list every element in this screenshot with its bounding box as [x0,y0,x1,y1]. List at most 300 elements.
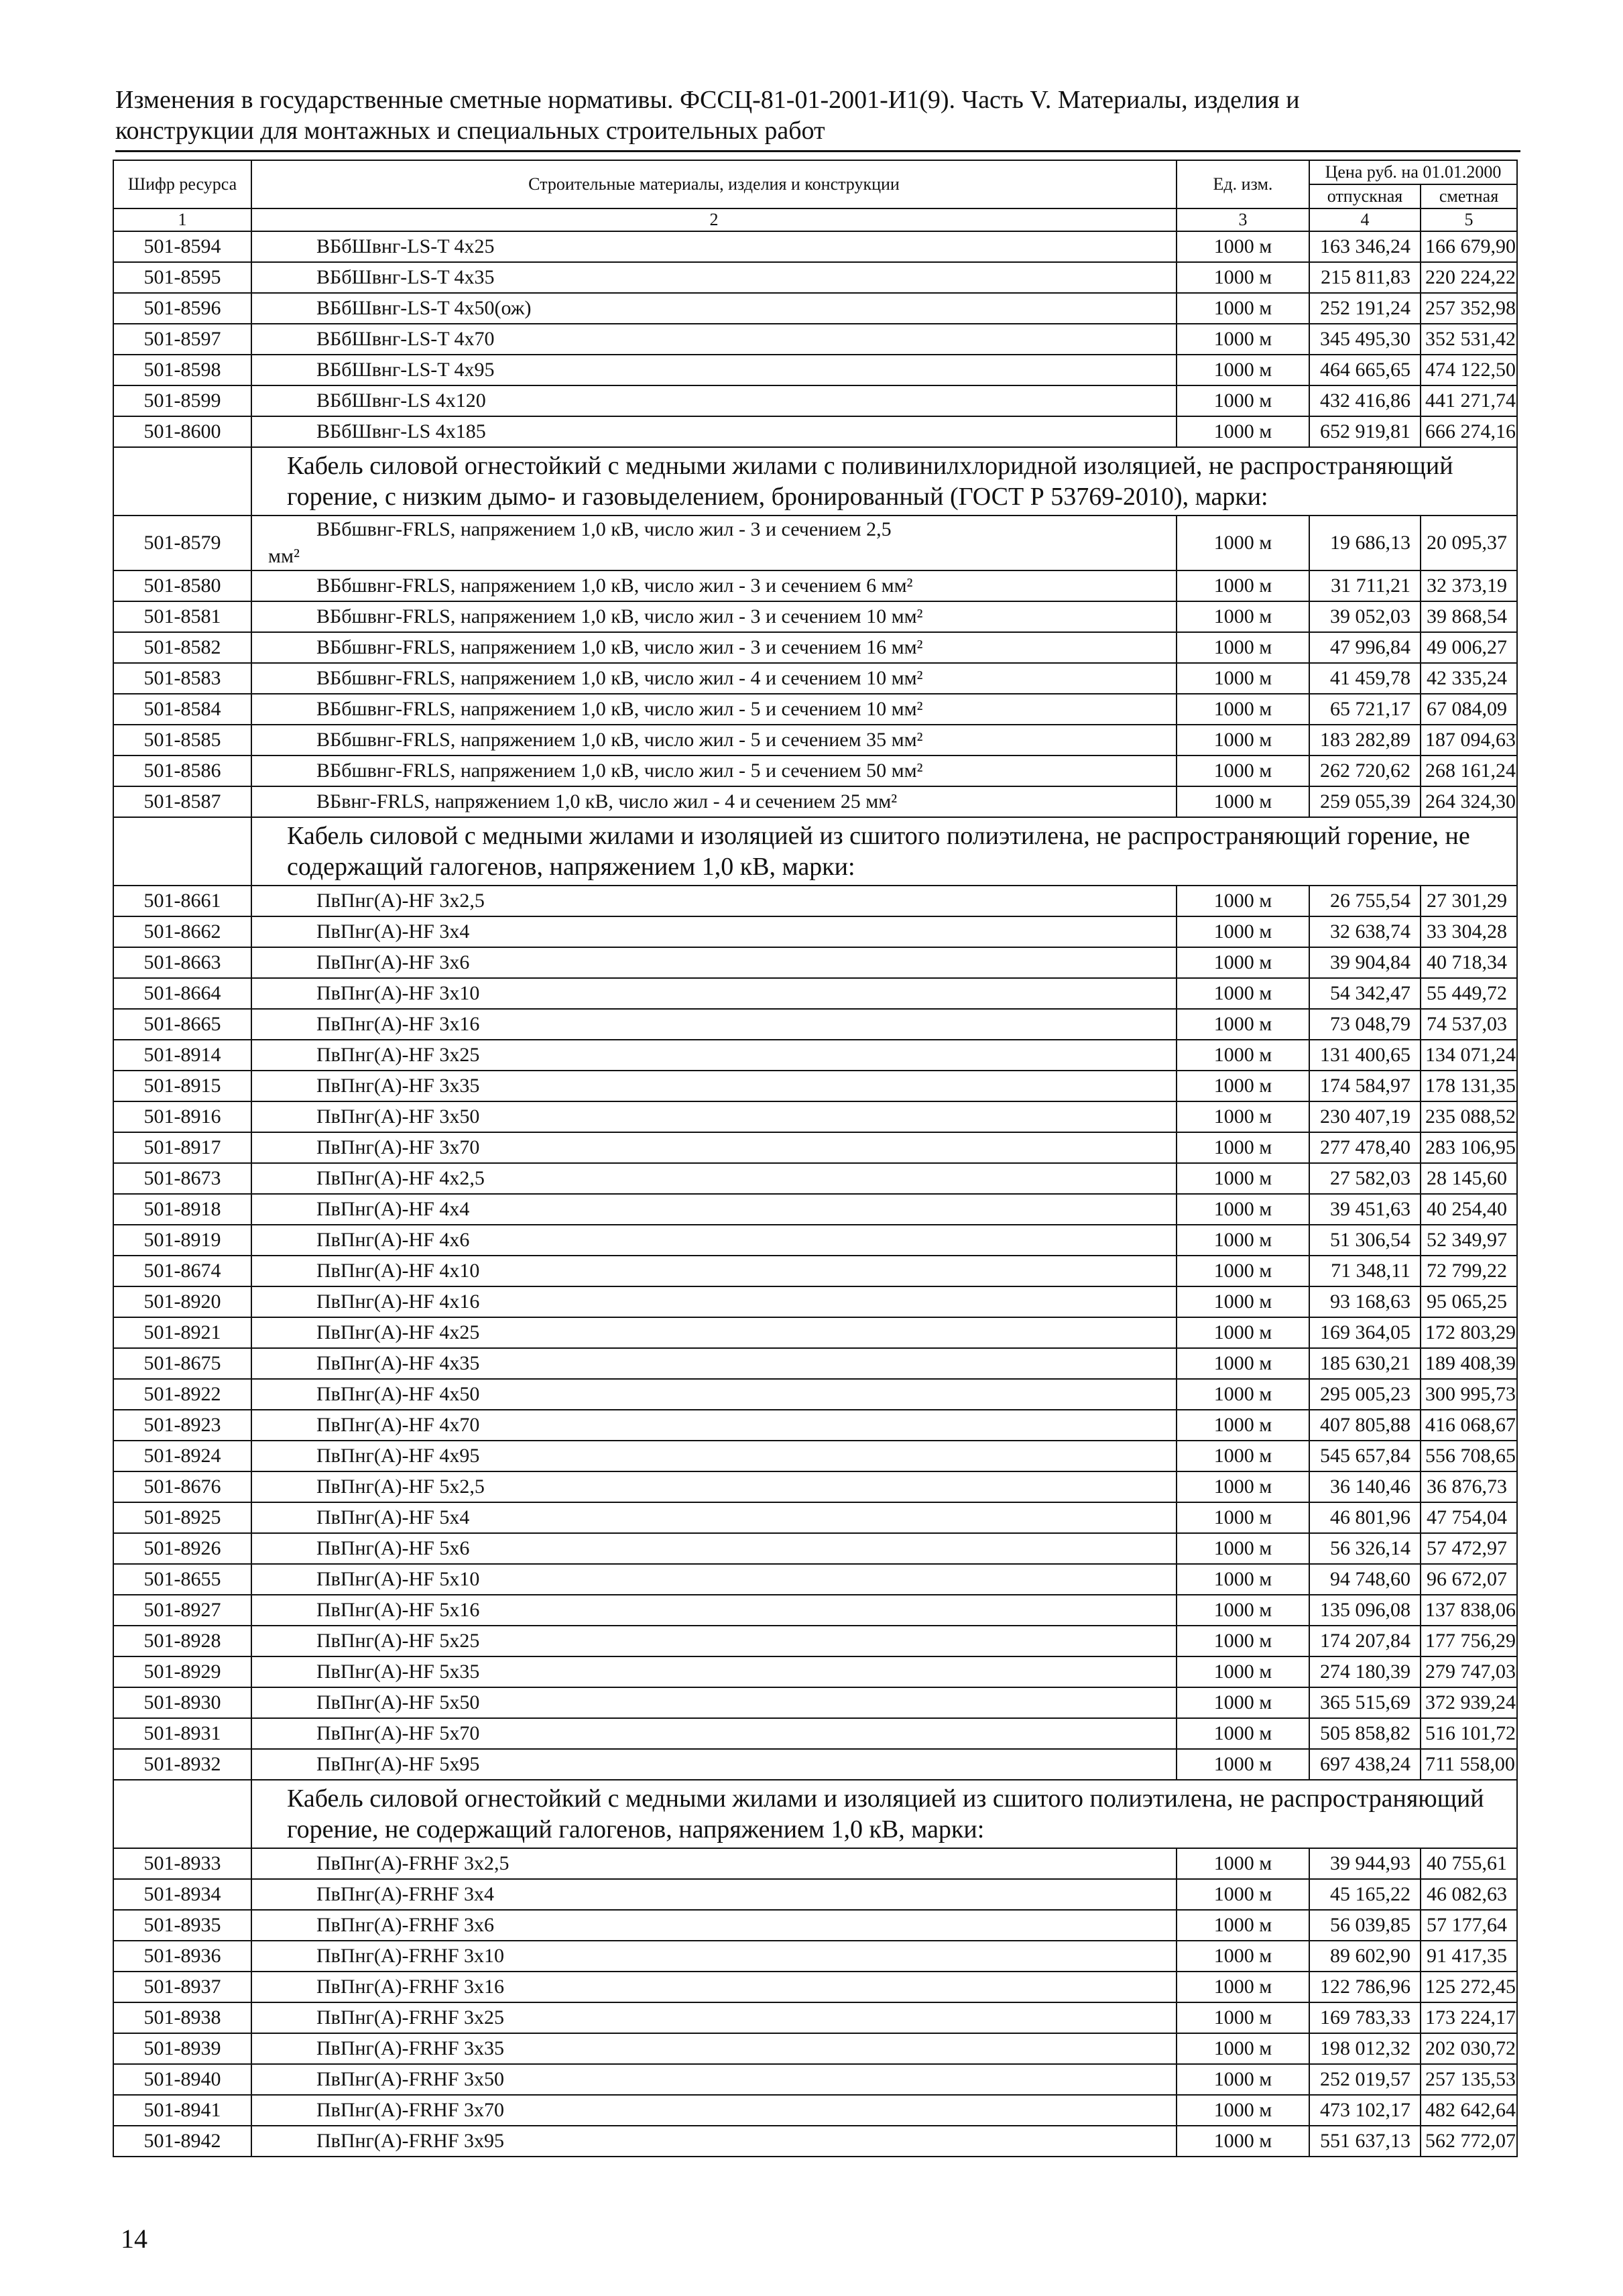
price-estimate: 74 537,03 [1421,1009,1517,1040]
unit: 1000 м [1177,1379,1309,1410]
price-retail: 259 055,39 [1309,786,1421,817]
material-name: ПвПнг(А)-HF 3x4 [251,916,1177,947]
col-header-name: Строительные материалы, изделия и конструкции [251,160,1177,208]
table-row [113,1687,1517,1718]
price-estimate: 177 756,29 [1421,1626,1517,1656]
price-retail: 174 207,84 [1309,1626,1421,1656]
price-estimate: 264 324,30 [1421,786,1517,817]
table-row [113,1132,1517,1163]
unit: 1000 м [1177,1256,1309,1286]
resource-code: 501-8582 [113,632,251,663]
price-retail: 652 919,81 [1309,416,1421,447]
table-row [113,293,1517,324]
price-retail: 215 811,83 [1309,262,1421,293]
resource-code: 501-8928 [113,1626,251,1656]
col-header-price-retail: отпускная [1309,184,1421,208]
section-heading: Кабель силовой огнестойкий с медными жилами и изоляцией из сшитого полиэтилена, не распространяющий горение, не содержащий галогенов, напряжением 1,0 кВ, марки: [251,1780,1517,1848]
resource-code: 501-8598 [113,355,251,385]
header-line-1: Изменения в государственные сметные нормативы. ФССЦ-81-01-2001-И1(9). Часть V. Материалы, изделия и [115,86,1300,114]
unit: 1000 м [1177,1533,1309,1564]
unit: 1000 м [1177,1132,1309,1163]
col-header-unit: Ед. изм. [1177,160,1309,208]
material-name: ВБбшвнг-FRLS, напряжением 1,0 кВ, число жил - 5 и сечением 35 мм² [251,725,1177,756]
resource-code: 501-8935 [113,1910,251,1941]
resource-code: 501-8655 [113,1564,251,1595]
price-estimate: 57 472,97 [1421,1533,1517,1564]
price-retail: 131 400,65 [1309,1040,1421,1071]
material-name-line-1: ВБбшвнг-FRLS, напряжением 1,0 кВ, число жил - 3 и сечением 2,5 [316,518,892,540]
material-name: ПвПнг(А)-HF 3x10 [251,978,1177,1009]
material-name: ПвПнг(А)-HF 4x25 [251,1317,1177,1348]
material-name: ПвПнг(А)-HF 5x16 [251,1595,1177,1626]
price-estimate: 257 352,98 [1421,293,1517,324]
resource-code: 501-8662 [113,916,251,947]
price-retail: 473 102,17 [1309,2095,1421,2126]
price-retail: 169 364,05 [1309,1317,1421,1348]
price-retail: 39 052,03 [1309,601,1421,632]
unit: 1000 м [1177,1009,1309,1040]
price-estimate: 36 876,73 [1421,1471,1517,1502]
material-name: ПвПнг(А)-HF 4x70 [251,1410,1177,1441]
price-estimate: 202 030,72 [1421,2033,1517,2064]
unit: 1000 м [1177,2095,1309,2126]
unit: 1000 м [1177,1749,1309,1780]
unit: 1000 м [1177,978,1309,1009]
table-row [113,2002,1517,2033]
resource-code: 501-8917 [113,1132,251,1163]
unit: 1000 м [1177,1441,1309,1471]
section-1 [113,447,1517,570]
price-retail: 407 805,88 [1309,1410,1421,1441]
price-estimate: 268 161,24 [1421,756,1517,786]
price-retail: 551 637,13 [1309,2126,1421,2157]
table-row [113,1910,1517,1941]
unit: 1000 м [1177,663,1309,694]
price-retail: 345 495,30 [1309,324,1421,355]
resource-code: 501-8585 [113,725,251,756]
resource-code: 501-8939 [113,2033,251,2064]
price-estimate: 67 084,09 [1421,694,1517,725]
unit: 1000 м [1177,1071,1309,1101]
unit: 1000 м [1177,262,1309,293]
price-retail: 46 801,96 [1309,1502,1421,1533]
resource-code: 501-8929 [113,1656,251,1687]
material-name: ПвПнг(А)-HF 5x25 [251,1626,1177,1656]
price-retail: 122 786,96 [1309,1972,1421,2002]
material-name: ПвПнг(А)-HF 3x6 [251,947,1177,978]
table-row [113,1163,1517,1194]
unit: 1000 м [1177,916,1309,947]
resource-code: 501-8579 [113,516,251,570]
material-name: ВБбШвнг-LS 4x120 [251,385,1177,416]
price-retail: 26 755,54 [1309,886,1421,916]
unit: 1000 м [1177,1626,1309,1656]
price-estimate: 279 747,03 [1421,1656,1517,1687]
resource-code: 501-8596 [113,293,251,324]
price-estimate: 516 101,72 [1421,1718,1517,1749]
price-estimate: 28 145,60 [1421,1163,1517,1194]
resource-code: 501-8931 [113,1718,251,1749]
price-retail: 277 478,40 [1309,1132,1421,1163]
table-row [113,416,1517,447]
resource-code: 501-8936 [113,1941,251,1972]
unit: 1000 м [1177,886,1309,916]
header-line-2: конструкции для монтажных и специальных строительных работ [115,117,825,145]
unit: 1000 м [1177,1410,1309,1441]
material-name: ПвПнг(А)-HF 5x10 [251,1564,1177,1595]
unit: 1000 м [1177,1163,1309,1194]
material-name: ПвПнг(А)-HF 3x25 [251,1040,1177,1071]
material-name: ПвПнг(А)-HF 4x4 [251,1194,1177,1225]
price-retail: 697 438,24 [1309,1749,1421,1780]
table-row [113,1317,1517,1348]
material-name: ПвПнг(А)-FRHF 3x6 [251,1910,1177,1941]
table-row [113,1941,1517,1972]
table-row [113,262,1517,293]
material-name: ПвПнг(А)-HF 3x50 [251,1101,1177,1132]
resource-code: 501-8581 [113,601,251,632]
price-estimate: 187 094,63 [1421,725,1517,756]
price-retail: 73 048,79 [1309,1009,1421,1040]
table-row [113,231,1517,262]
unit: 1000 м [1177,1194,1309,1225]
table-row [113,1972,1517,2002]
price-retail: 32 638,74 [1309,916,1421,947]
price-estimate: 166 679,90 [1421,231,1517,262]
unit: 1000 м [1177,1348,1309,1379]
price-retail: 39 451,63 [1309,1194,1421,1225]
resource-code: 501-8922 [113,1379,251,1410]
price-retail: 365 515,69 [1309,1687,1421,1718]
price-estimate: 55 449,72 [1421,978,1517,1009]
unit: 1000 м [1177,1286,1309,1317]
price-estimate: 40 755,61 [1421,1848,1517,1879]
unit: 1000 м [1177,786,1309,817]
table-row [113,1471,1517,1502]
price-retail: 19 686,13 [1309,516,1421,570]
resource-code: 501-8583 [113,663,251,694]
table-row [113,2033,1517,2064]
price-retail: 39 944,93 [1309,1848,1421,1879]
unit: 1000 м [1177,1595,1309,1626]
resource-code: 501-8664 [113,978,251,1009]
price-retail: 230 407,19 [1309,1101,1421,1132]
resource-code: 501-8584 [113,694,251,725]
unit: 1000 м [1177,385,1309,416]
material-name: ПвПнг(А)-HF 4x10 [251,1256,1177,1286]
price-table [113,160,1518,2157]
section-heading: Кабель силовой огнестойкий с медными жилами с поливинилхлоридной изоляцией, не распространяющий горение, с низким дымо- и газовыделением, бронированный (ГОСТ Р 53769-2010), марки: [251,447,1517,516]
table-row [113,1441,1517,1471]
resource-code: 501-8920 [113,1286,251,1317]
price-estimate: 42 335,24 [1421,663,1517,694]
price-retail: 39 904,84 [1309,947,1421,978]
material-name: ВБбШвнг-LS-T 4x25 [251,231,1177,262]
price-retail: 252 019,57 [1309,2064,1421,2095]
section-2 [113,817,1517,886]
unit: 1000 м [1177,516,1309,570]
price-estimate: 96 672,07 [1421,1564,1517,1595]
material-name: ВБбшвнг-FRLS, напряжением 1,0 кВ, число жил - 3 и сечением 6 мм² [251,570,1177,601]
unit: 1000 м [1177,1972,1309,2002]
unit: 1000 м [1177,1941,1309,1972]
price-retail: 93 168,63 [1309,1286,1421,1317]
resource-code: 501-8941 [113,2095,251,2126]
price-retail: 51 306,54 [1309,1225,1421,1256]
material-name: ВБбшвнг-FRLS, напряжением 1,0 кВ, число жил - 5 и сечением 50 мм² [251,756,1177,786]
resource-code: 501-8665 [113,1009,251,1040]
price-estimate: 49 006,27 [1421,632,1517,663]
unit: 1000 м [1177,1879,1309,1910]
material-name [251,516,1177,570]
resource-code: 501-8580 [113,570,251,601]
material-name-line-2: мм² [268,545,300,567]
price-retail: 54 342,47 [1309,978,1421,1009]
col-number: 4 [1309,208,1421,231]
material-name: ВБбШвнг-LS-T 4x95 [251,355,1177,385]
material-name: ПвПнг(А)-HF 4x2,5 [251,1163,1177,1194]
table-row [113,1533,1517,1564]
table-row [113,1718,1517,1749]
price-retail: 183 282,89 [1309,725,1421,756]
page-number: 14 [121,2224,147,2254]
resource-code: 501-8923 [113,1410,251,1441]
resource-code: 501-8673 [113,1163,251,1194]
table-row [113,632,1517,663]
price-retail: 464 665,65 [1309,355,1421,385]
unit: 1000 м [1177,694,1309,725]
unit: 1000 м [1177,2033,1309,2064]
price-retail: 31 711,21 [1309,570,1421,601]
table-row [113,886,1517,916]
price-estimate: 172 803,29 [1421,1317,1517,1348]
material-name: ПвПнг(А)-HF 4x95 [251,1441,1177,1471]
unit: 1000 м [1177,2126,1309,2157]
price-retail: 295 005,23 [1309,1379,1421,1410]
price-estimate: 474 122,50 [1421,355,1517,385]
material-name: ПвПнг(А)-HF 5x6 [251,1533,1177,1564]
price-retail: 89 602,90 [1309,1941,1421,1972]
unit: 1000 м [1177,293,1309,324]
material-name: ПвПнг(А)-HF 3x2,5 [251,886,1177,916]
price-estimate: 220 224,22 [1421,262,1517,293]
document-header [115,84,1520,146]
material-name: ВБбШвнг-LS-T 4x35 [251,262,1177,293]
table-row [113,694,1517,725]
price-retail: 47 996,84 [1309,632,1421,663]
material-name: ВБбШвнг-LS 4x185 [251,416,1177,447]
table-row [113,978,1517,1009]
material-name: ВБбшвнг-FRLS, напряжением 1,0 кВ, число жил - 3 и сечением 16 мм² [251,632,1177,663]
price-estimate: 372 939,24 [1421,1687,1517,1718]
table-row [113,1286,1517,1317]
price-estimate: 40 254,40 [1421,1194,1517,1225]
unit: 1000 м [1177,1718,1309,1749]
table-row [113,1879,1517,1910]
table-row [113,1101,1517,1132]
table-row [113,725,1517,756]
unit: 1000 м [1177,1656,1309,1687]
section-heading-row [113,1780,1517,1848]
price-retail: 432 416,86 [1309,385,1421,416]
unit: 1000 м [1177,1848,1309,1879]
price-estimate: 27 301,29 [1421,886,1517,916]
price-estimate: 46 082,63 [1421,1879,1517,1910]
resource-code: 501-8675 [113,1348,251,1379]
table-row [113,1656,1517,1687]
column-number-row [113,208,1517,231]
resource-code: 501-8919 [113,1225,251,1256]
price-estimate: 352 531,42 [1421,324,1517,355]
material-name: ВБбШвнг-LS-T 4x50(ож) [251,293,1177,324]
col-header-code: Шифр ресурса [113,160,251,208]
resource-code: 501-8586 [113,756,251,786]
unit: 1000 м [1177,570,1309,601]
resource-code: 501-8914 [113,1040,251,1071]
material-name: ПвПнг(А)-FRHF 3x95 [251,2126,1177,2157]
table-row [113,601,1517,632]
material-name: ПвПнг(А)-FRHF 3x2,5 [251,1848,1177,1879]
resource-code: 501-8940 [113,2064,251,2095]
unit: 1000 м [1177,947,1309,978]
unit: 1000 м [1177,725,1309,756]
price-retail: 198 012,32 [1309,2033,1421,2064]
table-group-b [113,570,1517,817]
unit: 1000 м [1177,756,1309,786]
resource-code: 501-8916 [113,1101,251,1132]
table-row [113,1379,1517,1410]
unit: 1000 м [1177,1471,1309,1502]
price-estimate: 52 349,97 [1421,1225,1517,1256]
table-row [113,947,1517,978]
price-retail: 135 096,08 [1309,1595,1421,1626]
price-retail: 169 783,33 [1309,2002,1421,2033]
price-estimate: 57 177,64 [1421,1910,1517,1941]
resource-code: 501-8924 [113,1441,251,1471]
resource-code: 501-8663 [113,947,251,978]
section-heading: Кабель силовой с медными жилами и изоляцией из сшитого полиэтилена, не распространяющий горение, не содержащий галогенов, напряжением 1,0 кВ, марки: [251,817,1517,886]
material-name: ПвПнг(А)-HF 5x35 [251,1656,1177,1687]
unit: 1000 м [1177,601,1309,632]
unit: 1000 м [1177,416,1309,447]
resource-code: 501-8942 [113,2126,251,2157]
price-estimate: 47 754,04 [1421,1502,1517,1533]
table-row [113,1040,1517,1071]
unit: 1000 м [1177,324,1309,355]
price-retail: 262 720,62 [1309,756,1421,786]
col-header-price-estimate: сметная [1421,184,1517,208]
price-estimate: 416 068,67 [1421,1410,1517,1441]
table-row [113,385,1517,416]
table-row [113,570,1517,601]
material-name: ПвПнг(А)-HF 4x6 [251,1225,1177,1256]
material-name: ПвПнг(А)-FRHF 3x16 [251,1972,1177,2002]
material-name: ВБбшвнг-FRLS, напряжением 1,0 кВ, число жил - 3 и сечением 10 мм² [251,601,1177,632]
table-row [113,324,1517,355]
table-row [113,1009,1517,1040]
table-row [113,1225,1517,1256]
price-estimate: 666 274,16 [1421,416,1517,447]
resource-code: 501-8587 [113,786,251,817]
unit: 1000 м [1177,2002,1309,2033]
resource-code: 501-8925 [113,1502,251,1533]
material-name: ПвПнг(А)-HF 3x70 [251,1132,1177,1163]
price-retail: 56 326,14 [1309,1533,1421,1564]
table-row [113,2095,1517,2126]
resource-code: 501-8597 [113,324,251,355]
unit: 1000 м [1177,355,1309,385]
price-retail: 65 721,17 [1309,694,1421,725]
price-retail: 45 165,22 [1309,1879,1421,1910]
resource-code: 501-8926 [113,1533,251,1564]
price-estimate: 482 642,64 [1421,2095,1517,2126]
price-estimate: 173 224,17 [1421,2002,1517,2033]
col-number: 1 [113,208,251,231]
material-name: ПвПнг(А)-FRHF 3x50 [251,2064,1177,2095]
price-estimate: 562 772,07 [1421,2126,1517,2157]
price-retail: 94 748,60 [1309,1564,1421,1595]
col-number: 5 [1421,208,1517,231]
price-estimate: 125 272,45 [1421,1972,1517,2002]
resource-code: 501-8599 [113,385,251,416]
price-estimate: 137 838,06 [1421,1595,1517,1626]
header-divider [115,150,1520,152]
table-row [113,1348,1517,1379]
table-group-c [113,886,1517,1780]
table-row [113,2126,1517,2157]
price-estimate: 556 708,65 [1421,1441,1517,1471]
material-name: ПвПнг(А)-HF 5x70 [251,1718,1177,1749]
price-estimate: 441 271,74 [1421,385,1517,416]
material-name: ПвПнг(А)-HF 4x50 [251,1379,1177,1410]
col-header-price: Цена руб. на 01.01.2000 [1309,160,1517,184]
unit: 1000 м [1177,1101,1309,1132]
table-row [113,516,1517,570]
price-estimate: 178 131,35 [1421,1071,1517,1101]
resource-code: 501-8918 [113,1194,251,1225]
table-row [113,1071,1517,1101]
table-row [113,1256,1517,1286]
table-row [113,1848,1517,1879]
price-retail: 56 039,85 [1309,1910,1421,1941]
unit: 1000 м [1177,1040,1309,1071]
resource-code: 501-8938 [113,2002,251,2033]
table-row [113,1564,1517,1595]
price-retail: 41 459,78 [1309,663,1421,694]
resource-code: 501-8600 [113,416,251,447]
unit: 1000 м [1177,231,1309,262]
unit: 1000 м [1177,1910,1309,1941]
price-retail: 71 348,11 [1309,1256,1421,1286]
unit: 1000 м [1177,1687,1309,1718]
material-name: ПвПнг(А)-HF 4x35 [251,1348,1177,1379]
table-group-a [113,231,1517,447]
price-estimate: 95 065,25 [1421,1286,1517,1317]
table-row [113,1749,1517,1780]
resource-code: 501-8937 [113,1972,251,2002]
resource-code: 501-8933 [113,1848,251,1879]
unit: 1000 м [1177,632,1309,663]
price-estimate: 300 995,73 [1421,1379,1517,1410]
material-name: ПвПнг(А)-FRHF 3x4 [251,1879,1177,1910]
price-estimate: 711 558,00 [1421,1749,1517,1780]
resource-code: 501-8661 [113,886,251,916]
price-estimate: 257 135,53 [1421,2064,1517,2095]
price-estimate: 283 106,95 [1421,1132,1517,1163]
price-estimate: 72 799,22 [1421,1256,1517,1286]
price-retail: 36 140,46 [1309,1471,1421,1502]
unit: 1000 м [1177,1317,1309,1348]
